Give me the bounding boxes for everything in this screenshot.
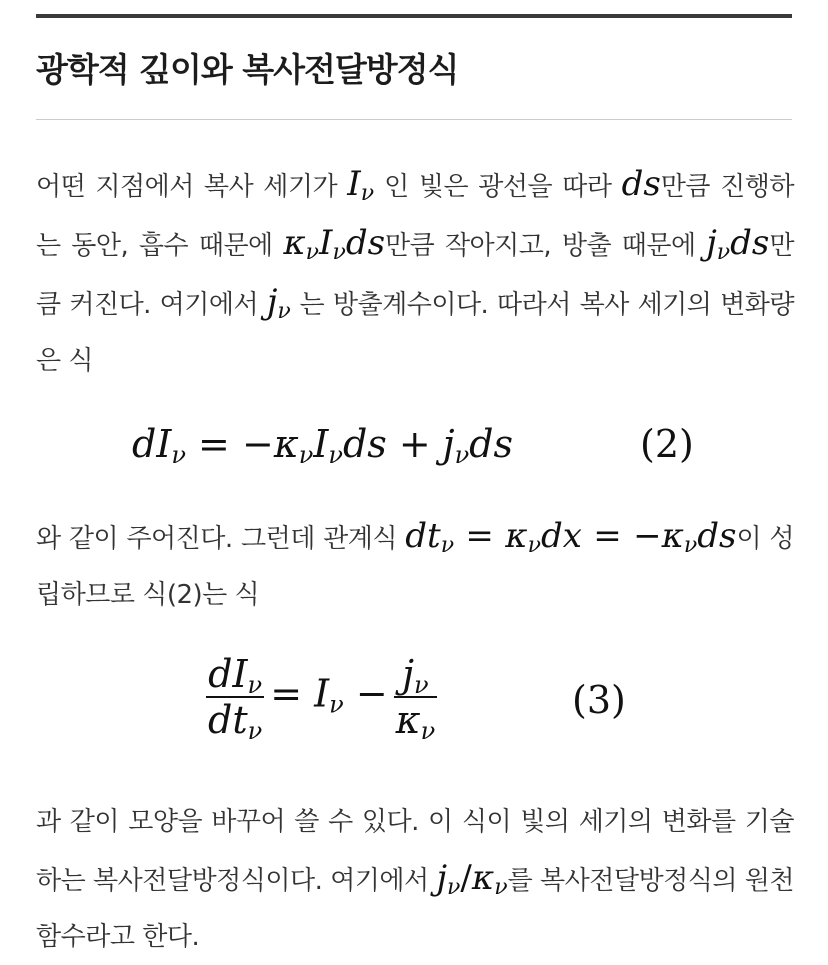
text-run: 만큼 작아지고, 방출 때문에 <box>385 231 707 261</box>
text-run: 이 성립하므로 식(2)는 식 <box>36 524 794 610</box>
math-j-ds: $j_\nu ds$ <box>706 223 770 265</box>
text-run: 는 방출계수이다. 따라서 복사 세기의 변화량은 식 <box>36 290 794 376</box>
equation-3-number: (3) <box>572 678 626 722</box>
text-run: 어떤 지점에서 복사 세기가 <box>36 172 348 202</box>
text-run: 만큼 진행하는 동안, 흡수 때문에 <box>36 172 794 261</box>
top-border <box>36 14 792 18</box>
math-kappa-i-ds: $\kappa_\nu I_\nu ds$ <box>283 223 386 265</box>
fraction-dI-dt: $\frac{dI_\nu}{dt_\nu}$ <box>208 652 263 745</box>
text-run: 인 빛은 광선을 따라 <box>374 172 622 202</box>
text-run: 를 복사전달방정식의 원천함수라고 한다. <box>36 866 794 952</box>
text-run: 만큼 커진다. 여기에서 <box>36 231 794 320</box>
equation-2-number: (2) <box>640 422 694 466</box>
text-run: 과 같이 모양을 바꾸어 쓸 수 있다. 이 식이 빛의 세기의 변화를 기술하는 복사전달방정식이다. 여기에서 <box>36 807 794 896</box>
math-intensity: $I_\nu$ <box>347 164 375 206</box>
math-optical-depth-relation: $dt_\nu = \kappa_\nu dx = -\kappa_\nu ds$ <box>405 516 737 558</box>
paragraph-2 <box>36 508 794 623</box>
paragraph-1 <box>36 156 794 389</box>
equation-3-body: $\frac{dI_\nu}{dt_\nu}$ = $I_\nu$ − $\frac{j_\nu}{\kappa_\nu}$ <box>208 652 436 745</box>
math-ds: ds <box>621 164 661 204</box>
math-j: $j_\nu$ <box>266 282 291 324</box>
math-source-function: $j_\nu/\kappa_\nu$ <box>436 858 508 900</box>
section-title: 광학적 깊이와 복사전달방정식 <box>36 50 459 89</box>
title-divider <box>36 119 792 120</box>
fraction-j-kappa: $\frac{j_\nu}{\kappa_\nu}$ <box>395 652 436 745</box>
text-run: 와 같이 주어진다. 그런데 관계식 <box>36 524 406 554</box>
equation-3 <box>0 652 828 772</box>
paragraph-3 <box>36 794 794 965</box>
equation-2 <box>0 408 828 488</box>
equation-2-body: $dI_\nu = -\kappa_\nu I_\nu ds + j_\nu ds$ <box>132 422 513 469</box>
